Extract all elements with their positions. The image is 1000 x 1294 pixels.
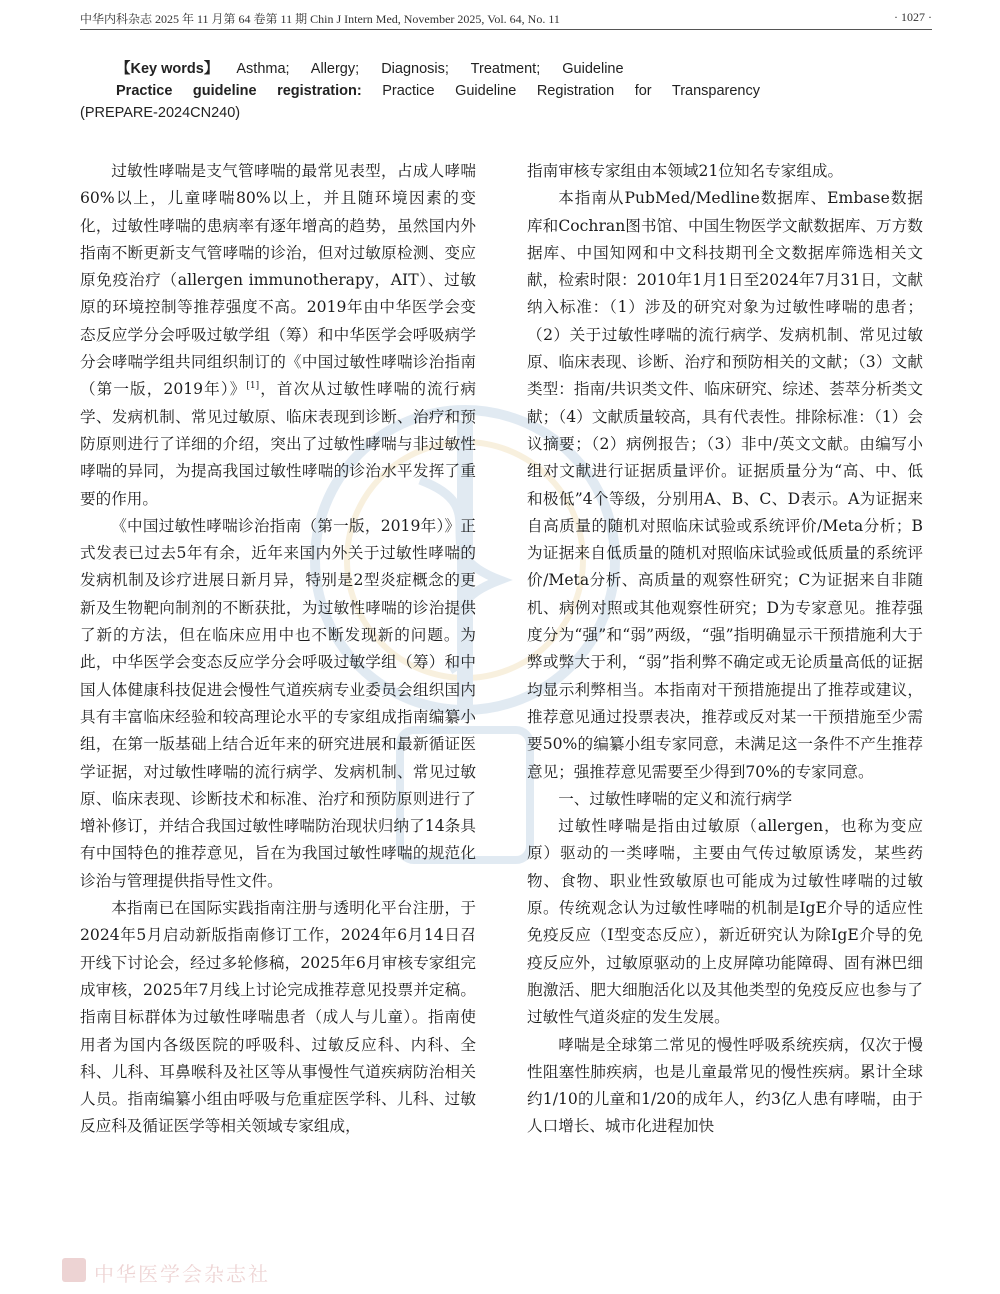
body-paragraph: 《中国过敏性哮喘诊治指南（第一版，2019年）》正式发表已过去5年有余，近年来国内外关于过敏性哮喘的发病机制及诊疗进展日新月异，特别是2型炎症概念的更新及生物靶向制剂的不断获批，为过敏性哮喘的诊治提供了新的方法，但在临床应用中也不断发现新的问题。为此，中华医学会变态反应学分会呼吸过敏学组（筹）和中国人体健康科技促进会慢性气道疾病专业委员会组织国内具有丰富临床经验和较高理论水平的专家组成指南编纂小组，在第一版基础上结合近年来的研究进展和最新循证医学证据，对过敏性哮喘的流行病学、发病机制、常见过敏原、临床表现、诊断技术和标准、治疗和预防原则进行了增补修订，并结合我国过敏性哮喘防治现状归纳了14条具有中国特色的推荐意见，旨在为我国过敏性哮喘的规范化诊治与管理提供指导性文件。 [80,516,476,890]
left-column [80,158,476,1141]
keywords-line [116,58,760,80]
paragraph-text: 过敏性哮喘是支气管哮喘的最常见表型，占成人哮喘60%以上，儿童哮喘80%以上，并且随环境因素的变化，过敏性哮喘的患病率有逐年增高的趋势，虽然国内外指南不断更新支气管哮喘的诊治，但对过敏原检测、变应原免疫治疗（allergen immunotherapy，AIT）、过敏原的环境控制等推荐强度不高。2019年由中华医学会变态反应学分会呼吸过敏学组（筹）和中华医学会呼吸病学分会哮喘学组共同组织制订的《中国过敏性哮喘诊治指南（第一版，2019年）》 [80,162,476,399]
keyword-item: Asthma; [236,61,290,77]
body-paragraph: 本指南已在国际实践指南注册与透明化平台注册，于2024年5月启动新版指南修订工作，2024年6月14日召开线下讨论会，经过多轮修稿，2025年6月审核专家组完成审核，2025年7月线上讨论完成推荐意见投票并定稿。指南目标群体为过敏性哮喘患者（成人与儿童）。指南使用者为国内各级医院的呼吸科、过敏反应科、内科、全科、儿科、耳鼻喉科及社区等从事慢性气道疾病防治相关人员。指南编纂小组由呼吸与危重症医学科、儿科、过敏反应科及循证医学等相关领域专家组成， [80,899,476,1136]
section-heading: 一、过敏性哮喘的定义和流行病学 [558,789,793,808]
right-column [527,158,923,1141]
body-paragraph [80,158,476,513]
running-header [0,0,1000,32]
body-paragraph: 哮喘是全球第二常见的慢性呼吸系统疾病，仅次于慢性阻塞性肺疾病，也是儿童最常见的慢性疾病。累计全球约1/10的儿童和1/20的成年人，约3亿人患有哮喘，由于人口增长、城市化进程加快 [527,1035,923,1136]
citation-ref: [1] [246,381,260,392]
registration-code: (PREPARE-2024CN240) [80,105,241,121]
registration-label: Practice guideline registration: [116,83,362,99]
keywords-block [80,58,760,124]
keyword-item: Treatment; [470,61,541,77]
publisher-name: 中华医学会杂志社 [94,1262,270,1286]
publisher-emblem-icon [60,1256,88,1284]
keyword-item: Guideline [562,61,624,77]
body-paragraph-continued: 指南审核专家组由本领域21位知名专家组成。 [527,162,844,180]
keywords-list [236,61,641,77]
registration-text: Practice Guideline Registration for Transparency [382,83,760,99]
body-paragraph: 过敏性哮喘是指由过敏原（allergen，也称为变应原）驱动的一类哮喘，主要由气传过敏原诱发，某些药物、食物、职业性致敏原也可能成为过敏性哮喘的过敏原。传统观念认为过敏性哮喘的机制是IgE介导的适应性免疫反应（Ⅰ型变态反应），新近研究认为除IgE介导的免疫反应外，过敏原驱动的上皮屏障功能障碍、固有淋巴细胞激活、肥大细胞活化以及其他类型的免疫反应也参与了过敏性气道炎症的发生发展。 [527,817,923,1027]
body-paragraph: 本指南从PubMed/Medline数据库、Embase数据库和Cochran图书馆、中国生物医学文献数据库、万方数据库、中国知网和中文科技期刊全文数据库筛选相关文献，检索时限：2010年1月1日至2024年7月31日，文献纳入标准：（1）涉及的研究对象为过敏性哮喘的患者；（2）关于过敏性哮喘的流行病学、发病机制、常见过敏原、临床表现、诊断、治疗和预防相关的文献；（3）文献类型：指南/共识类文件、临床研究、综述、荟萃分析类文献；（4）文献质量较高，具有代表性。排除标准：（1）会议摘要；（2）病例报告；（3）非中/英文文献。由编写小组对文献进行证据质量评价。证据质量分为“高、中、低和极低”4个等级，分别用A、B、C、D表示。A为证据来自高质量的随机对照临床试验或系统评价/Meta分析；B为证据来自低质量的随机对照临床试验或低质量的系统评价/Meta分析、高质量的观察性研究；C为证据来自非随机、病例对照或其他观察性研究；D为专家意见。推荐强度分为“强”和“弱”两级，“强”指明确显示干预措施利大于弊或弊大于利，“弱”指利弊不确定或无论质量高低的证据均显示利弊相当。本指南对干预措施提出了推荐或建议，推荐意见通过投票表决，推荐或反对某一干预措施至少需要50%的编纂小组专家同意，未满足这一条件不产生推荐意见；强推荐意见需要至少得到70%的专家同意。 [527,189,923,781]
keywords-label: 【Key words】 [116,61,219,77]
journal-citation: 中华内科杂志 2025 年 11 月第 64 卷第 11 期 Chin J Intern Med, November 2025, Vol. 64, No. 11 [80,12,560,26]
paragraph-text: ，首次从过敏性哮喘的流行病学、发病机制、常见过敏原、临床表现到诊断、治疗和预防原则进行了详细的介绍，突出了过敏性哮喘与非过敏性哮喘的异同，为提高我国过敏性哮喘的诊治水平发挥了重要的作用。 [80,380,476,508]
page-number: · 1027 · [894,10,932,24]
header-rule [80,29,932,30]
publisher-logo [60,1256,400,1288]
registration-line [116,80,760,102]
keyword-item: Allergy; [310,61,360,77]
keyword-item: Diagnosis; [381,61,449,77]
